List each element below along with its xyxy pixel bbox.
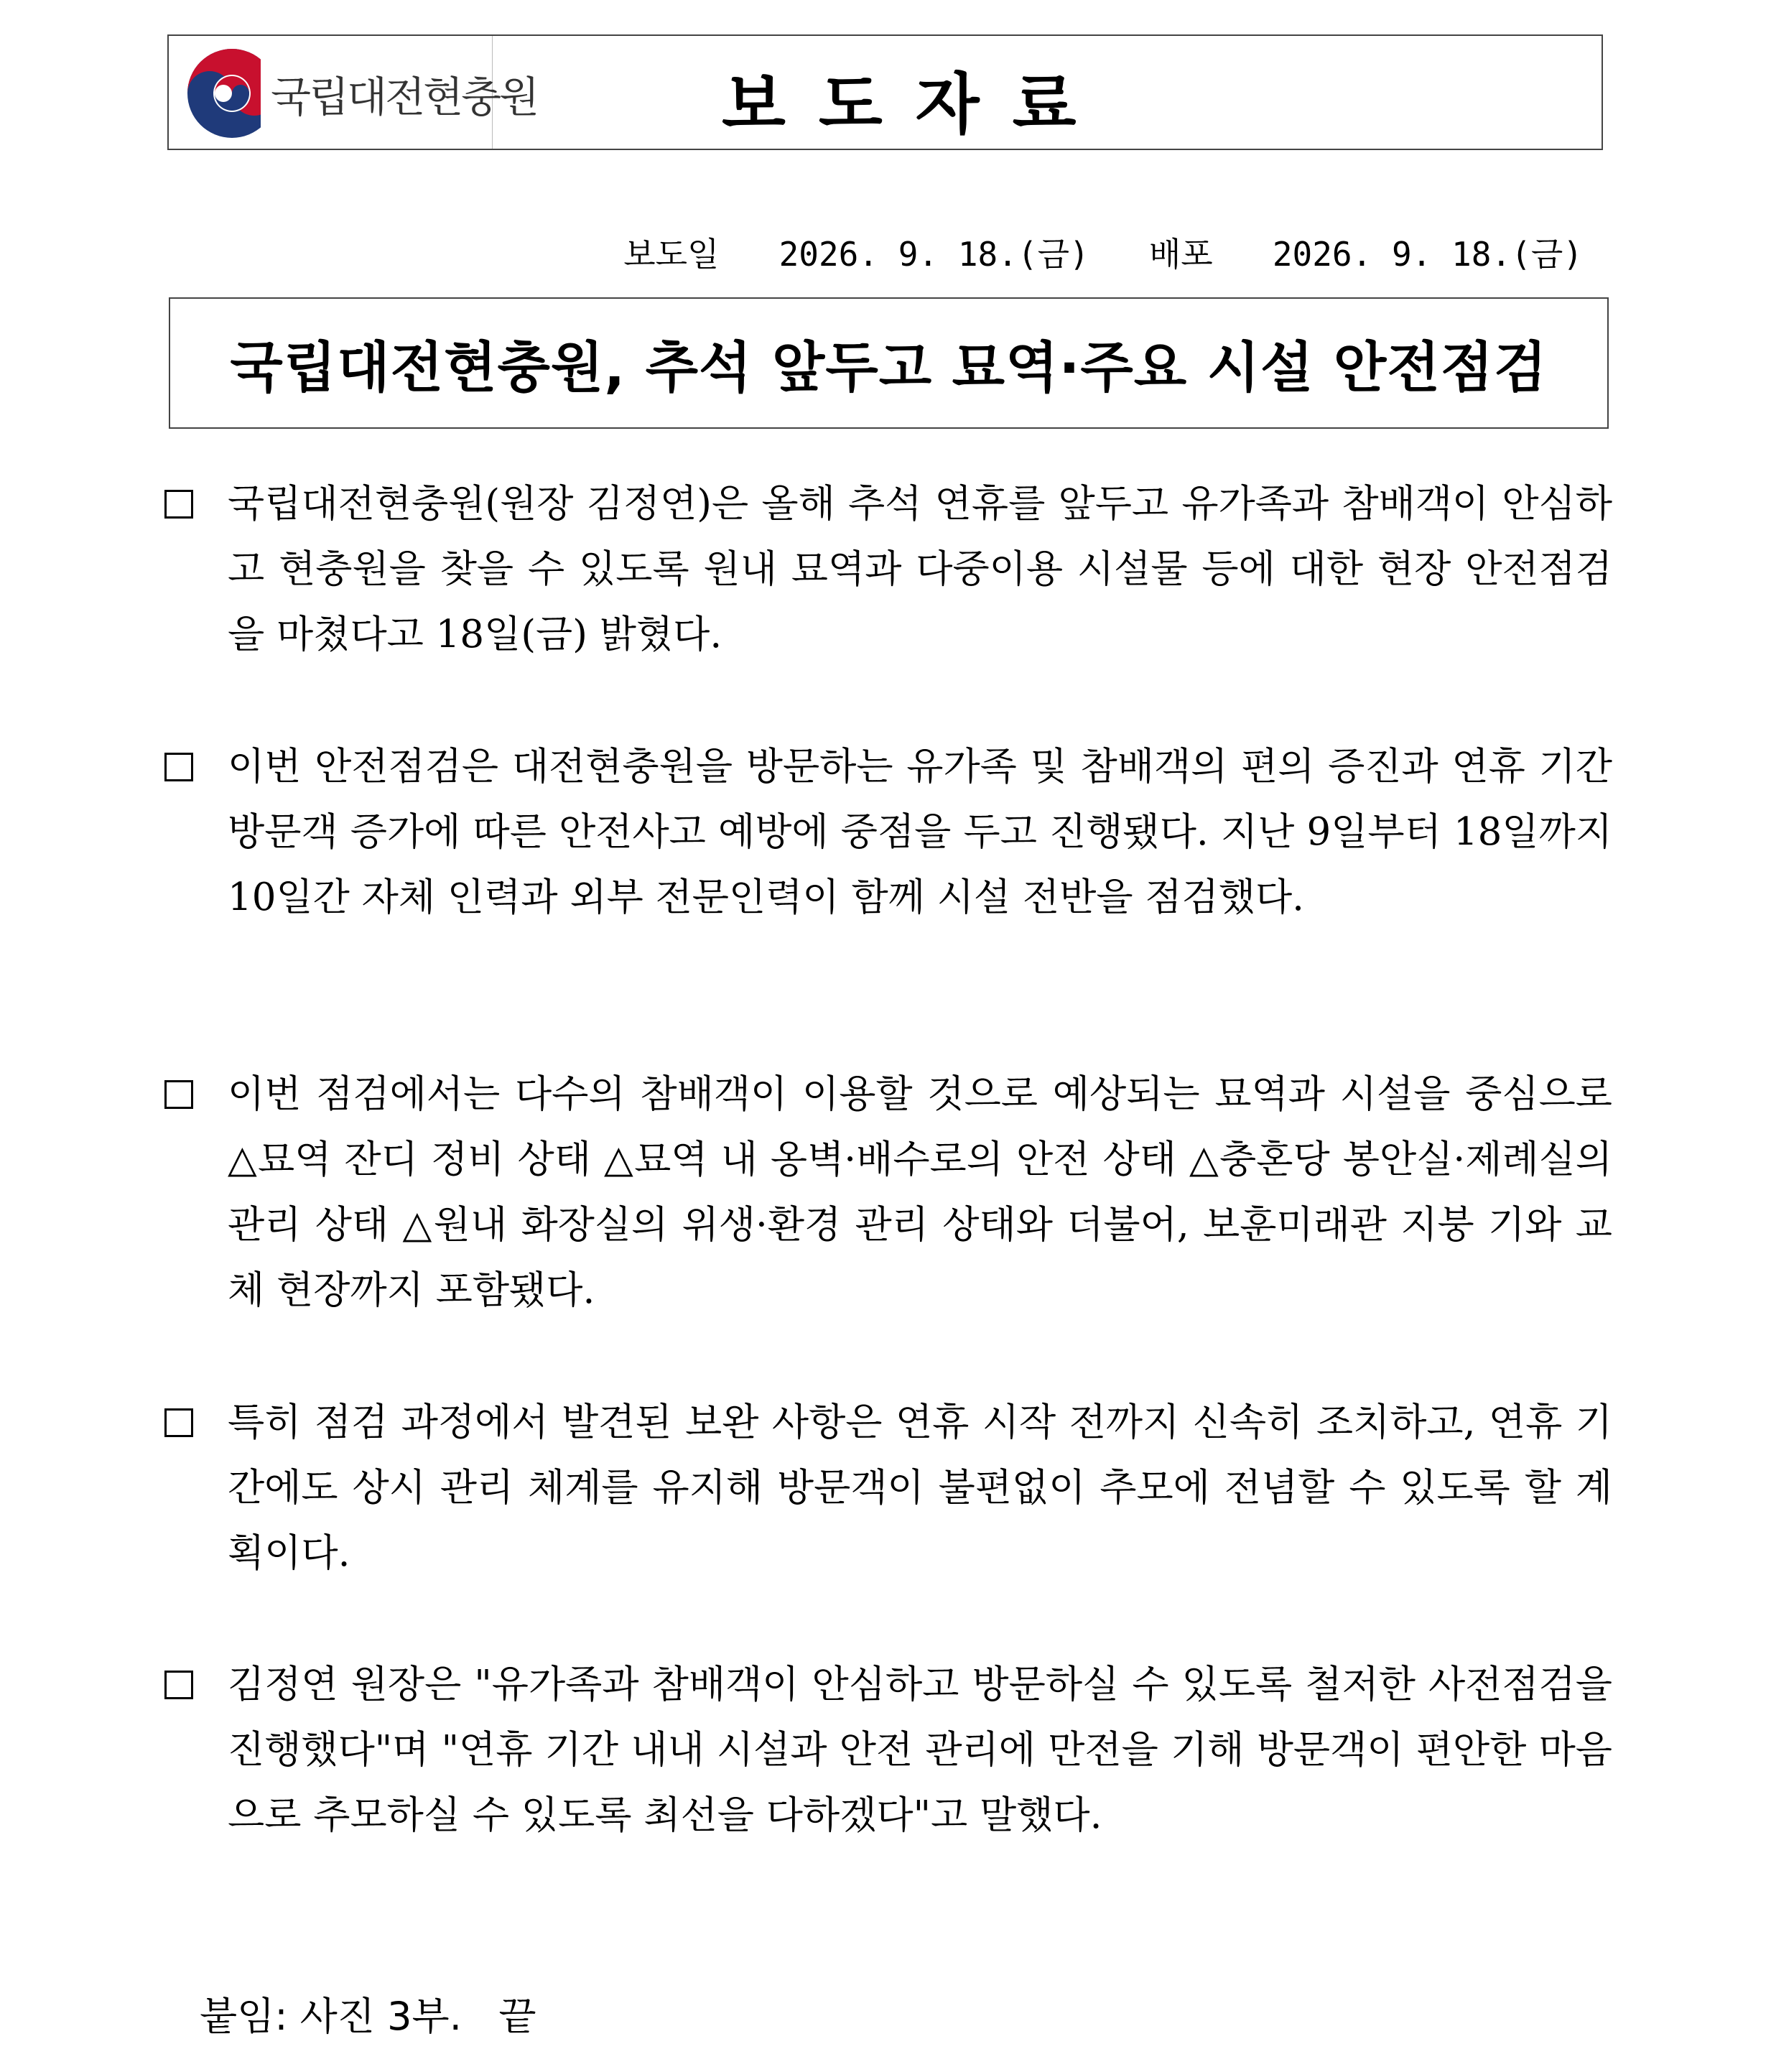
attachment-note: 붙임: 사진 3부. 끝	[200, 1994, 536, 2039]
press-release-title: 보도자료	[722, 66, 1110, 143]
distribution-date-label: 배포	[1148, 235, 1213, 274]
checkbox-icon	[164, 1080, 193, 1109]
headline: 국립대전현충원, 추석 앞두고 묘역·주요 시설 안전점검	[230, 335, 1548, 399]
checkbox-icon	[164, 1671, 193, 1699]
date-line	[623, 228, 1583, 276]
paragraph-text: 김정연 원장은 "유가족과 참배객이 안심하고 방문하실 수 있도록 철저한 사전점검을 진행했다"며 "연휴 기간 내내 시설과 안전 관리에 만전을 기해 방문객이 편안한 마음으로 추모하실 수 있도록 최선을 다하겠다"고 말했다.	[228, 1663, 1612, 1837]
headline-box	[169, 297, 1609, 429]
press-release-header	[167, 34, 1603, 150]
org-logo	[169, 36, 538, 149]
distribution-date: 2026. 9. 18.(금)	[1272, 235, 1583, 274]
checkbox-icon	[164, 753, 193, 781]
org-name: 국립대전현충원	[271, 73, 538, 121]
report-date-label: 보도일	[623, 235, 720, 274]
checkbox-icon	[164, 490, 193, 519]
checkbox-icon	[164, 1408, 193, 1437]
report-date: 2026. 9. 18.(금)	[778, 235, 1089, 274]
paragraph-text: 국립대전현충원(원장 김정연)은 올해 추석 연휴를 앞두고 유가족과 참배객이 안심하고 현충원을 찾을 수 있도록 원내 묘역과 다중이용 시설물 등에 대한 현장 안전점검을 마쳤다고 18일(금) 밝혔다.	[228, 482, 1612, 656]
paragraph-text: 특히 점검 과정에서 발견된 보완 사항은 연휴 시작 전까지 신속히 조치하고, 연휴 기간에도 상시 관리 체계를 유지해 방문객이 불편없이 추모에 전념할 수 있도록 할 계획이다.	[228, 1400, 1612, 1575]
paragraph-text: 이번 안전점검은 대전현충원을 방문하는 유가족 및 참배객의 편의 증진과 연휴 기간 방문객 증가에 따른 안전사고 예방에 중점을 두고 진행됐다. 지난 9일부터 18일까지 10일간 자체 인력과 외부 전문인력이 함께 시설 전반을 점검했다.	[228, 745, 1612, 919]
paragraph-text: 이번 점검에서는 다수의 참배객이 이용할 것으로 예상되는 묘역과 시설을 중심으로 △묘역 잔디 정비 상태 △묘역 내 옹벽·배수로의 안전 상태 △충혼당 봉안실·제례실의 관리 상태 △원내 화장실의 위생·환경 관리 상태와 더불어, 보훈미래관 지붕 기와 교체 현장까지 포함됐다.	[228, 1072, 1612, 1312]
